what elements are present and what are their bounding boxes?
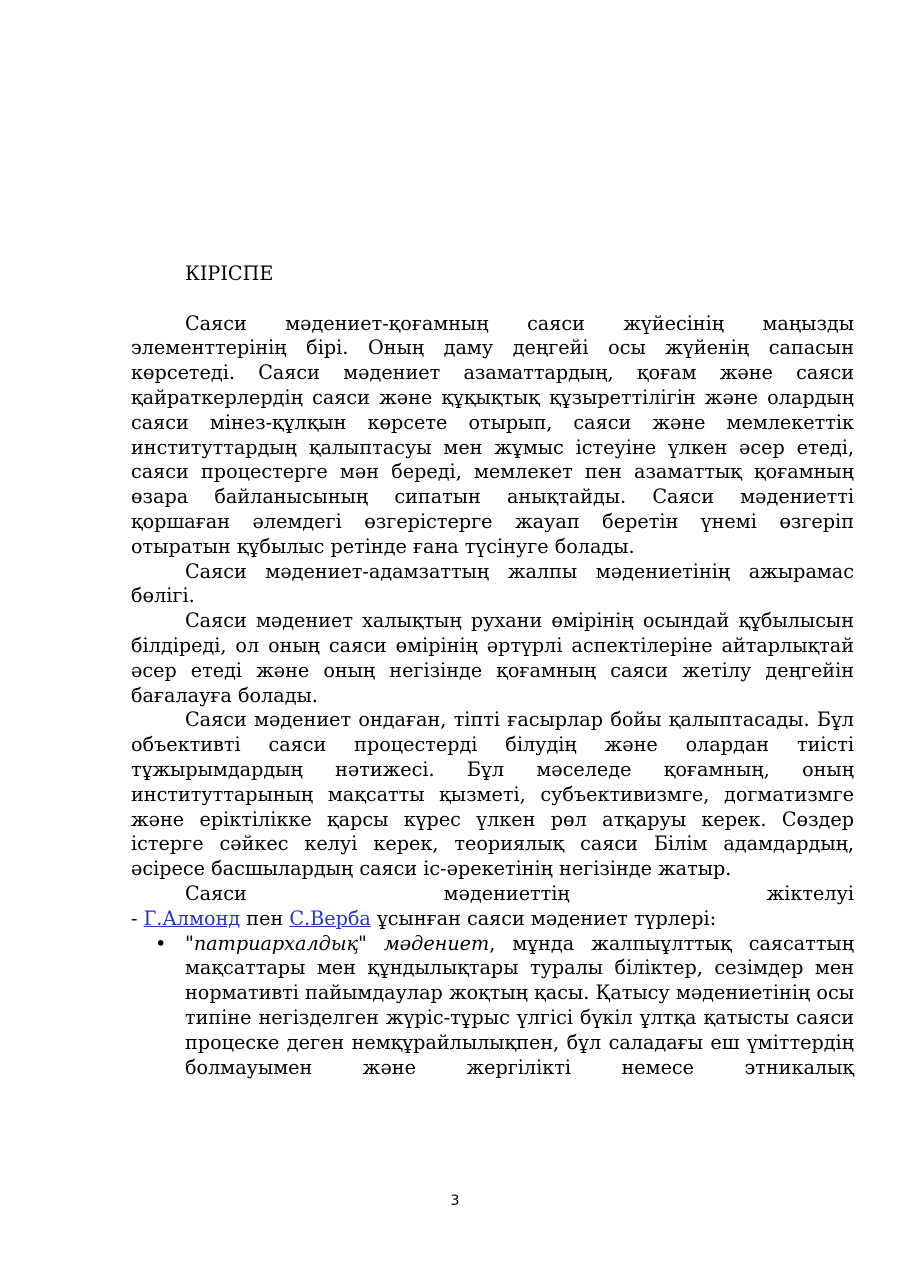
- bullet-icon: •: [155, 931, 167, 955]
- culture-type-term: "патриархалдық" мәдениет: [185, 931, 490, 955]
- dash-text: -: [131, 906, 144, 930]
- classification-rest-text: ұсынған саяси мәдениет түрлері:: [370, 906, 717, 930]
- paragraph: Саяси мәдениет халықтың рухани өмірінің осындай құбылысын білдіреді, ол оның саяси өмірінің әртүрлі аспектілеріне айтарлықтай әсер етеді және оның негізінде қоғамның саяси жетілу деңгейін бағалауға болады.: [131, 609, 854, 707]
- classification-authors-line: [131, 907, 854, 932]
- connector-text: пен: [240, 906, 290, 930]
- paragraph: Саяси мәдениет-адамзаттың жалпы мәдениетінің ажырамас бөлігі.: [131, 559, 854, 608]
- classification-paragraph: [131, 882, 854, 932]
- page-number: 3: [450, 1193, 460, 1209]
- classification-heading-line: Саяси мәдениеттің жіктелуі: [185, 881, 854, 905]
- author-link-verba[interactable]: С.Верба: [289, 906, 371, 930]
- culture-type-description: , мұнда жалпыұлттық саясаттың мақсаттары мен құндылықтары туралы біліктер, сезімдер мен нормативті пайымдаулар жоқтың қасы. Қатысу мәдениетінің осы типіне негізделген жүріс-тұрыс үлгісі бүкіл ұлтқа қатысты саяси процеске деген немқұрайлылықпен, бұл саладағы еш үміттердің болмауымен және жергілікті немесе этникалық: [185, 931, 855, 1079]
- paragraph: Саяси мәдениет ондаған, тіпті ғасырлар бойы қалыптасады. Бұл объективті саяси процестерді білудің және олардан тиісті тұжырымдардың нәтижесі. Бұл мәселеде қоғамның, оның институттарының мақсатты қызметі, субъективизмге, догматизмге және еріктілікке қарсы күрес үлкен рөл атқаруы керек. Сөздер істерге сәйкес келуі керек, теориялық саяси Білім адамдардың, әсіресе басшылардың саяси іс-әрекетінің негізінде жатыр.: [131, 708, 854, 881]
- document-page: [131, 262, 854, 1080]
- section-heading: КІРІСПЕ: [185, 262, 274, 285]
- list-item: [131, 932, 854, 1081]
- paragraph: Саяси мәдениет-қоғамның саяси жүйесінің маңызды элементтерінің бірі. Оның даму деңгейі осы жүйенің сапасын көрсетеді. Саяси мәдениет азаматтардың, қоғам және саяси қайраткерлердің саяси және құқықтық құзыреттілігін және олардың саяси мінез-құлқын көрсете отырып, саяси және мемлекеттік институттардың қалыптасуы мен жұмыс істеуіне үлкен әсер етеді, саяси процестерге мән береді, мемлекет пен азаматтық қоғамның өзара байланысының сипатын анықтайды. Саяси мәдениетті қоршаған әлемдегі өзгерістерге жауап беретін үнемі өзгеріп отыратын құбылыс ретінде ғана түсінуге болады.: [131, 311, 854, 558]
- culture-types-list: [131, 932, 854, 1081]
- author-link-almond[interactable]: Г.Алмонд: [143, 906, 241, 930]
